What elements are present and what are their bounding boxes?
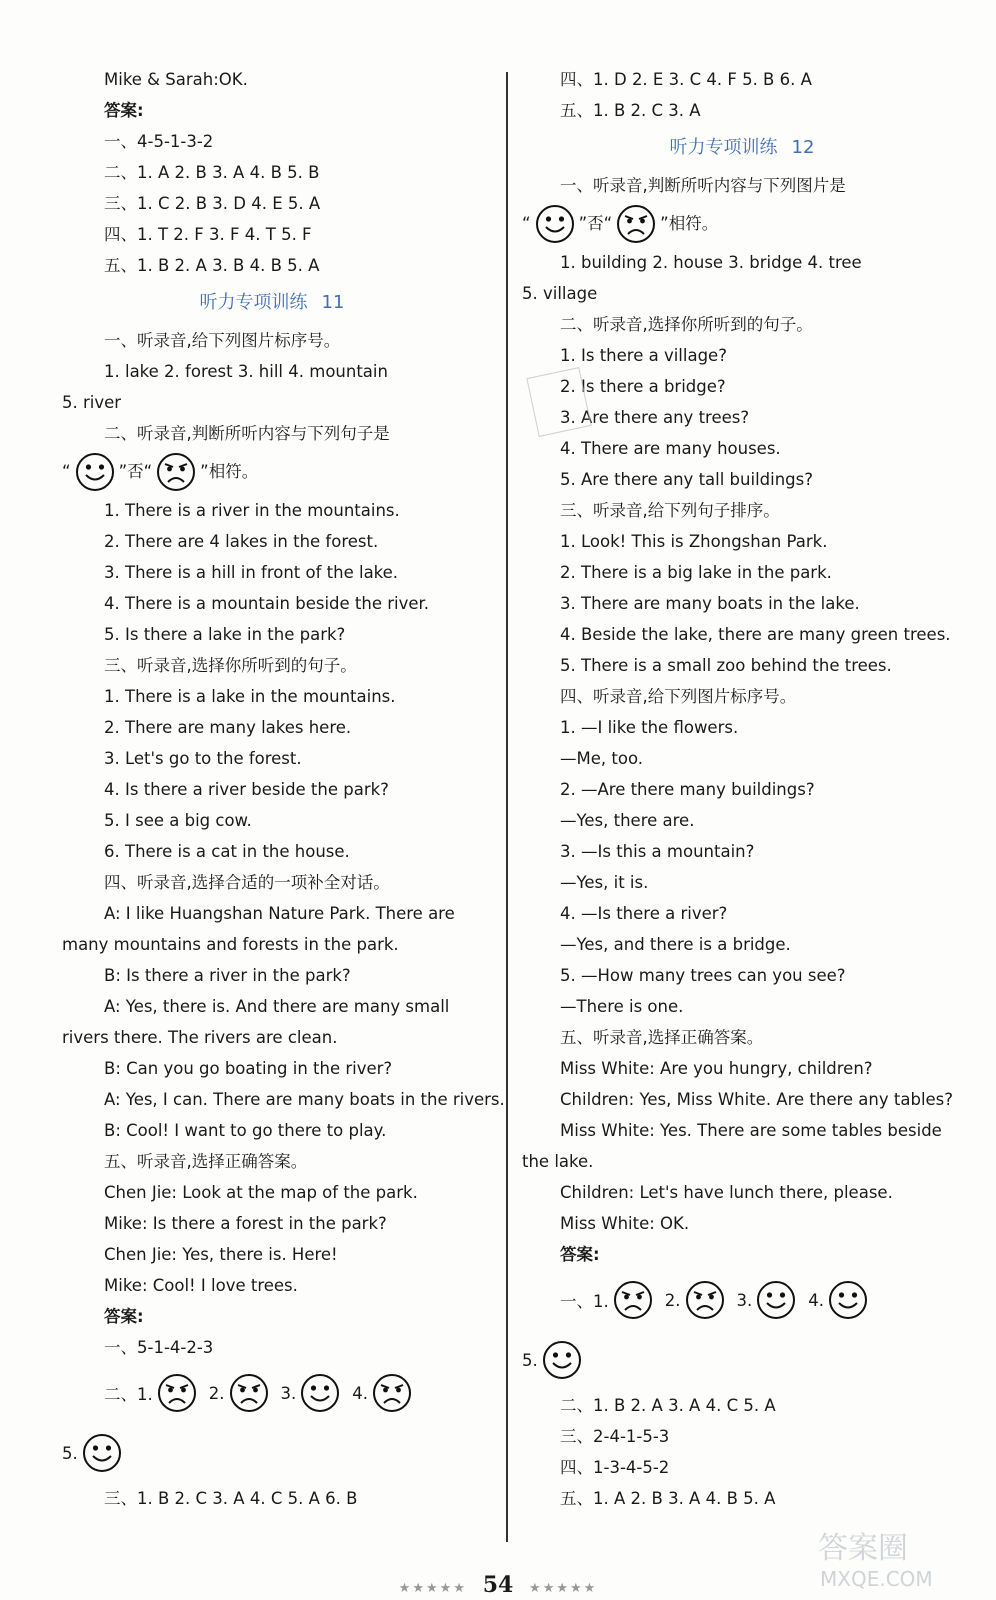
- column-divider: [506, 72, 508, 1542]
- happy-face-icon: [82, 1433, 122, 1473]
- face-instruction-line: [62, 449, 482, 495]
- quote-mark: “: [522, 214, 531, 233]
- dialogue-line: Miss White: Are you hungry, children?: [560, 1059, 873, 1078]
- dialogue-line: 4. —Is there a river?: [560, 904, 728, 923]
- dialogue-line: —Me, too.: [560, 749, 643, 768]
- dialogue-line: 5. —How many trees can you see?: [560, 966, 846, 985]
- answer-line: 三、1. C 2. B 3. D 4. E 5. A: [104, 194, 321, 213]
- face-answer-row: [522, 1330, 962, 1390]
- dialogue-line: the lake.: [522, 1152, 594, 1171]
- sad-face-icon: [156, 452, 196, 492]
- dialogue-line: Mike: Cool! I love trees.: [104, 1276, 298, 1295]
- happy-face-icon: [756, 1280, 796, 1320]
- answer-line: 二、1. B 2. A 3. A 4. C 5. A: [560, 1396, 776, 1415]
- answer-line: 五、1. B 2. C 3. A: [560, 101, 701, 120]
- dialogue-line: Mike: Is there a forest in the park?: [104, 1214, 387, 1233]
- dialogue-line: —Yes, there are.: [560, 811, 695, 830]
- text-line: 5. village: [522, 284, 598, 303]
- star-decoration: ★★★★★: [398, 1581, 467, 1596]
- text-line: 3. There is a hill in front of the lake.: [104, 563, 399, 582]
- question-heading: 二、听录音,选择你所听到的句子。: [560, 315, 813, 334]
- watermark-logo: [798, 1524, 978, 1594]
- question-heading: 三、听录音,给下列句子排序。: [560, 501, 780, 520]
- section-number: 11: [321, 292, 345, 313]
- dialogue-line: 1. —I like the flowers.: [560, 718, 739, 737]
- text-line: 4. There are many houses.: [560, 439, 781, 458]
- face-answer-row: [522, 1270, 962, 1330]
- right-column: [522, 64, 962, 1514]
- instruction-text: ”相符。: [660, 214, 719, 233]
- text-line: 5. Is there a lake in the park?: [104, 625, 346, 644]
- dialogue-line: B: Cool! I want to go there to play.: [104, 1121, 387, 1140]
- dialogue-line: 3. —Is this a mountain?: [560, 842, 755, 861]
- text-line: 5. Are there any tall buildings?: [560, 470, 814, 489]
- section-title-11: [62, 281, 482, 325]
- instruction-text: ”否“: [118, 462, 153, 481]
- page-number: 54: [482, 1572, 514, 1598]
- dialogue-line: B: Is there a river in the park?: [104, 966, 351, 985]
- text-line: 1. Look! This is Zhongshan Park.: [560, 532, 828, 551]
- sad-face-icon: [616, 204, 656, 244]
- happy-face-icon: [75, 452, 115, 492]
- answer-number: 二、1.: [104, 1385, 153, 1404]
- dialogue-line: —There is one.: [560, 997, 684, 1016]
- answer-number: 4.: [352, 1383, 368, 1403]
- dialogue-line: Children: Let's have lunch there, please.: [560, 1183, 893, 1202]
- face-instruction-line: [522, 201, 962, 247]
- face-answer-row: [62, 1363, 482, 1423]
- happy-face-icon: [828, 1280, 868, 1320]
- dialogue-line: A: Yes, I can. There are many boats in the rivers.: [104, 1090, 505, 1109]
- answer-line: 五、1. A 2. B 3. A 4. B 5. A: [560, 1489, 776, 1508]
- text-line: 5. There is a small zoo behind the trees.: [560, 656, 892, 675]
- question-heading: 四、听录音,给下列图片标序号。: [560, 687, 797, 706]
- dialogue-line: many mountains and forests in the park.: [62, 935, 399, 954]
- sad-face-icon: [613, 1280, 653, 1320]
- face-answer-row: [62, 1423, 482, 1483]
- text-line: 4. There is a mountain beside the river.: [104, 594, 430, 613]
- left-column: [62, 64, 505, 1514]
- answer-line: 二、1. A 2. B 3. A 4. B 5. B: [104, 163, 320, 182]
- dialogue-line: Chen Jie: Look at the map of the park.: [104, 1183, 418, 1202]
- text-line: 5. river: [62, 393, 122, 412]
- answer-line: 一、5-1-4-2-3: [104, 1338, 214, 1357]
- answer-number: 2.: [208, 1383, 225, 1403]
- section-title-12: [522, 126, 962, 170]
- answer-line: 三、2-4-1-5-3: [560, 1427, 670, 1446]
- instruction-text: ”相符。: [200, 462, 259, 481]
- sad-face-icon: [157, 1373, 197, 1413]
- answer-number: 3.: [280, 1383, 297, 1403]
- question-heading: 二、听录音,判断所听内容与下列句子是: [104, 424, 390, 443]
- quote-mark: “: [62, 462, 71, 481]
- text-line: 4. Is there a river beside the park?: [104, 780, 389, 799]
- answer-heading: 答案:: [560, 1245, 600, 1264]
- text-line: 3. There are many boats in the lake.: [560, 594, 860, 613]
- dialogue-line: —Yes, it is.: [560, 873, 649, 892]
- answer-number: 3.: [736, 1290, 753, 1310]
- text-line: Mike & Sarah:OK.: [104, 70, 248, 89]
- dialogue-line: 2. —Are there many buildings?: [560, 780, 815, 799]
- text-line: 5. I see a big cow.: [104, 811, 252, 830]
- dialogue-line: Miss White: Yes. There are some tables beside: [560, 1121, 942, 1140]
- dialogue-line: A: I like Huangshan Nature Park. There are: [104, 904, 455, 923]
- text-line: 4. Beside the lake, there are many green trees.: [560, 625, 951, 644]
- dialogue-line: B: Can you go boating in the river?: [104, 1059, 393, 1078]
- answer-number: 一、1.: [560, 1292, 609, 1311]
- section-title-text: 听力专项训练: [669, 137, 778, 158]
- watermark-text: 答案圈: [818, 1531, 908, 1566]
- happy-face-icon: [535, 204, 575, 244]
- text-line: 1. building 2. house 3. bridge 4. tree: [560, 253, 862, 272]
- answer-heading: 答案:: [104, 1307, 144, 1326]
- text-line: 1. lake 2. forest 3. hill 4. mountain: [104, 362, 388, 381]
- question-heading: 三、听录音,选择你所听到的句子。: [104, 656, 357, 675]
- answer-number: 5.: [62, 1443, 78, 1463]
- answer-line: 四、1. D 2. E 3. C 4. F 5. B 6. A: [560, 70, 812, 89]
- dialogue-line: rivers there. The rivers are clean.: [62, 1028, 338, 1047]
- happy-face-icon: [542, 1340, 582, 1380]
- answer-line: 一、4-5-1-3-2: [104, 132, 214, 151]
- section-number: 12: [791, 137, 815, 158]
- sad-face-icon: [685, 1280, 725, 1320]
- question-heading: 一、听录音,给下列图片标序号。: [104, 331, 341, 350]
- question-heading: 一、听录音,判断所听内容与下列图片是: [560, 176, 846, 195]
- question-heading: 四、听录音,选择合适的一项补全对话。: [104, 873, 390, 892]
- answer-number: 4.: [808, 1290, 824, 1310]
- answer-line: 四、1-3-4-5-2: [560, 1458, 670, 1477]
- answer-heading: 答案:: [104, 101, 144, 120]
- dialogue-line: Chen Jie: Yes, there is. Here!: [104, 1245, 338, 1264]
- dialogue-line: —Yes, and there is a bridge.: [560, 935, 791, 954]
- happy-face-icon: [300, 1373, 340, 1413]
- text-line: 1. There is a river in the mountains.: [104, 501, 400, 520]
- section-title-text: 听力专项训练: [199, 292, 308, 313]
- dialogue-line: A: Yes, there is. And there are many small: [104, 997, 450, 1016]
- text-line: 3. Are there any trees?: [560, 408, 750, 427]
- text-line: 3. Let's go to the forest.: [104, 749, 302, 768]
- sad-face-icon: [229, 1373, 269, 1413]
- answer-line: 三、1. B 2. C 3. A 4. C 5. A 6. B: [104, 1489, 358, 1508]
- question-heading: 五、听录音,选择正确答案。: [560, 1028, 764, 1047]
- answer-number: 2.: [664, 1290, 681, 1310]
- dialogue-line: Miss White: OK.: [560, 1214, 690, 1233]
- question-heading: 五、听录音,选择正确答案。: [104, 1152, 308, 1171]
- text-line: 6. There is a cat in the house.: [104, 842, 350, 861]
- answer-number: 5.: [522, 1350, 538, 1370]
- text-line: 1. There is a lake in the mountains.: [104, 687, 396, 706]
- text-line: 2. There are many lakes here.: [104, 718, 352, 737]
- text-line: 2. There are 4 lakes in the forest.: [104, 532, 379, 551]
- sad-face-icon: [372, 1373, 412, 1413]
- text-line: 2. There is a big lake in the park.: [560, 563, 832, 582]
- answer-line: 五、1. B 2. A 3. B 4. B 5. A: [104, 256, 320, 275]
- instruction-text: ”否“: [578, 214, 613, 233]
- dialogue-line: Children: Yes, Miss White. Are there any tables?: [560, 1090, 954, 1109]
- watermark-url: MXQE.COM: [820, 1567, 933, 1591]
- text-line: 2. Is there a bridge?: [560, 377, 726, 396]
- star-decoration: ★★★★★: [529, 1581, 598, 1596]
- text-line: 1. Is there a village?: [560, 346, 727, 365]
- answer-line: 四、1. T 2. F 3. F 4. T 5. F: [104, 225, 312, 244]
